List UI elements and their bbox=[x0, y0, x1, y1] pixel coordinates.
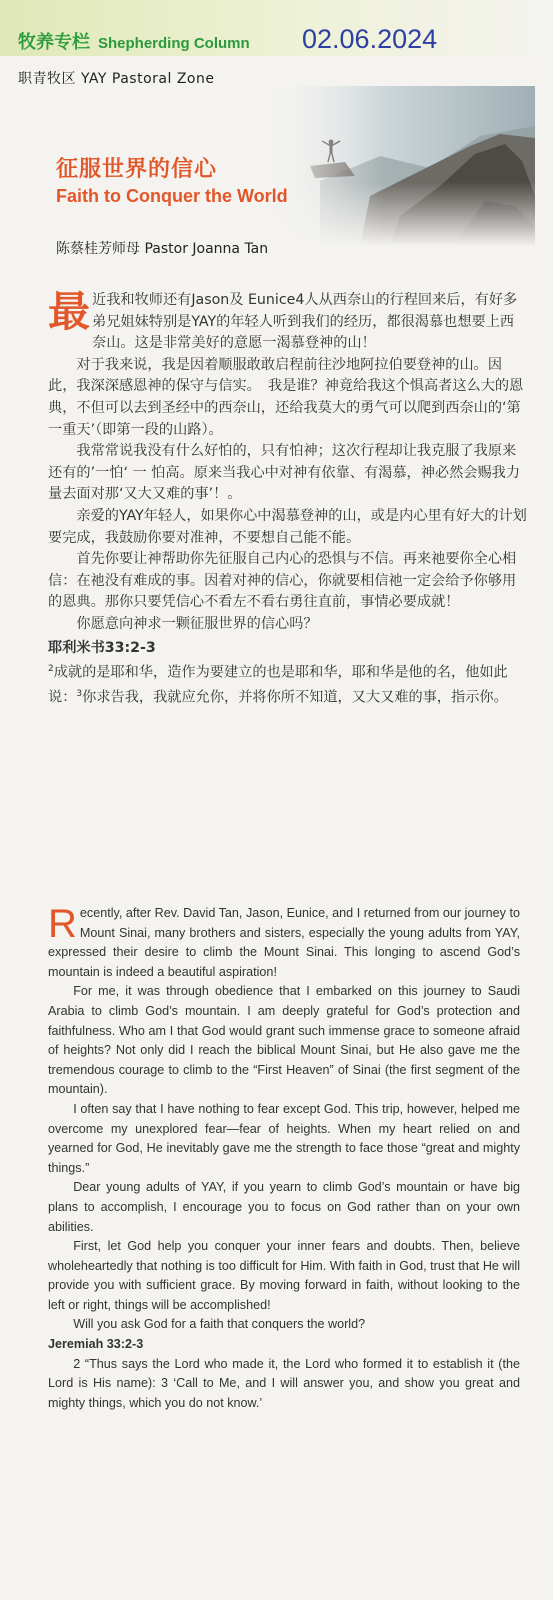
en-paragraph-text: ecently, after Rev. David Tan, Jason, Eunice, and I returned from our journey to Mount Sinai, many brothers and sisters, especially the young adults from YAY, expressed their desire to climb the Mount Sinai. This longing to ascend God’s mountain is indeed a beautiful aspiration! bbox=[48, 906, 520, 979]
chinese-body bbox=[48, 287, 528, 710]
column-name-cn: 牧养专栏 bbox=[18, 32, 90, 52]
cn-paragraph: 首先你要让神帮助你先征服自己内心的恐惧与不信。再来祂要你全心相信：在祂没有难成的事。因着对神的信心，你就要相信祂一定会给予你够用的恩典。那你只要凭信心不看左不看右勇往直前，事情必要成就！ bbox=[48, 551, 517, 611]
cn-dropcap: 最 bbox=[48, 287, 91, 336]
cn-scripture-verse bbox=[48, 659, 528, 710]
mountain-photo-illustration bbox=[260, 86, 535, 246]
en-paragraph: Dear young adults of YAY, if you yearn to climb God’s mountain or have big plans to accomplish, I encourage you to focus on God rather than on your own abilities. bbox=[48, 1180, 520, 1234]
column-tag bbox=[18, 28, 250, 54]
en-paragraph bbox=[48, 904, 520, 982]
cn-paragraph: 你愿意向神求一颗征服世界的信心吗？ bbox=[76, 615, 318, 632]
cn-paragraph-text: 近我和牧师还有Jason及 Eunice4人从西奈山的行程回来后，有好多弟兄姐妹特别是YAY的年轻人听到我们的经历，都很渴慕也想要上西奈山。这是非常美好的意愿一渴慕登神的山！ bbox=[92, 292, 518, 352]
hero-photo bbox=[260, 86, 535, 246]
verse-number: 3 bbox=[76, 689, 83, 700]
verse-number: 2 bbox=[48, 664, 54, 675]
en-paragraph: I often say that I have nothing to fear except God. This trip, however, helped me overcome my unexplored fear—fear of heights. When my heart relied on and yearned for God, He inevitably gave me the strength to face those “great and mighty things.” bbox=[48, 1101, 520, 1175]
en-scripture-verse: 2 “Thus says the Lord who made it, the Lord who formed it to establish it (the Lord is His name): 3 ‘Call to Me, and I will answer you, and show you great and mighty things, which you do not know.’ bbox=[48, 1356, 520, 1410]
en-paragraph: First, let God help you conquer your inner fears and doubts. Then, believe wholeheartedly that nothing is too difficult for Him. With faith in God, trust that He will provide you with sufficient grace. By moving forward in faith, without looking to the left or right, things will be accomplished! bbox=[48, 1239, 520, 1312]
en-scripture-reference: Jeremiah 33:2-3 bbox=[48, 1337, 144, 1352]
cn-paragraph: 我常常说我没有什么好怕的，只有怕神；这次行程却让我克服了我原来还有的’一怕‘ 一 怕高。原来当我心中对神有依靠、有渴慕，神必然会赐我力量去面对那‘又大又难的事’！。 bbox=[48, 443, 521, 503]
column-name-en: Shepherding Column bbox=[98, 35, 250, 52]
verse-text: 成就的是耶和华，造作为要建立的也是耶和华，耶和华是他的名，他如此说： bbox=[48, 664, 508, 707]
article-title-en: Faith to Conquer the World bbox=[56, 186, 288, 206]
en-paragraph: For me, it was through obedience that I embarked on this journey to Saudi Arabia to climb God’s mountain. I am deeply grateful for God’s protection and faithfulness. Who am I that God would grant such immense grace to someone afraid of heights? Not only did I reach the biblical Mount Sinai, but He also gave me the tremendous courage to climb to the “First Heaven” of Sinai (the first segment of the mountain). bbox=[48, 984, 520, 1097]
article-title-cn: 征服世界的信心 bbox=[56, 157, 218, 182]
cn-paragraph: 亲爱的YAY年轻人，如果你心中渴慕登神的山，或是内心里有好大的计划要完成，我鼓励你要对准神，不要想自己能不能。 bbox=[48, 507, 527, 546]
cn-paragraph: 对于我来说，我是因着顺服敢敢启程前往沙地阿拉伯要登神的山。因此，我深深感恩神的保守与信实。 我是谁？神竟给我这个惧高者这么大的恩典，不但可以去到圣经中的西奈山，还给我莫大的勇气可以爬到西奈山的‘第一重天’（即第一段的山路）。 bbox=[48, 356, 524, 438]
pastoral-zone: 职青牧区 YAY Pastoral Zone bbox=[18, 71, 215, 87]
en-dropcap: R bbox=[48, 902, 77, 946]
english-body bbox=[48, 904, 520, 1413]
cn-paragraph bbox=[48, 287, 528, 355]
en-paragraph: Will you ask God for a faith that conquers the world? bbox=[73, 1317, 366, 1332]
issue-date: 02.06.2024 bbox=[302, 24, 438, 54]
verse-text: 你求告我，我就应允你，并将你所不知道，又大又难的事，指示你。 bbox=[82, 690, 508, 707]
cn-scripture-reference: 耶利米书33:2-3 bbox=[48, 639, 156, 656]
article-author: 陈蔡桂芳师母 Pastor Joanna Tan bbox=[56, 241, 269, 257]
